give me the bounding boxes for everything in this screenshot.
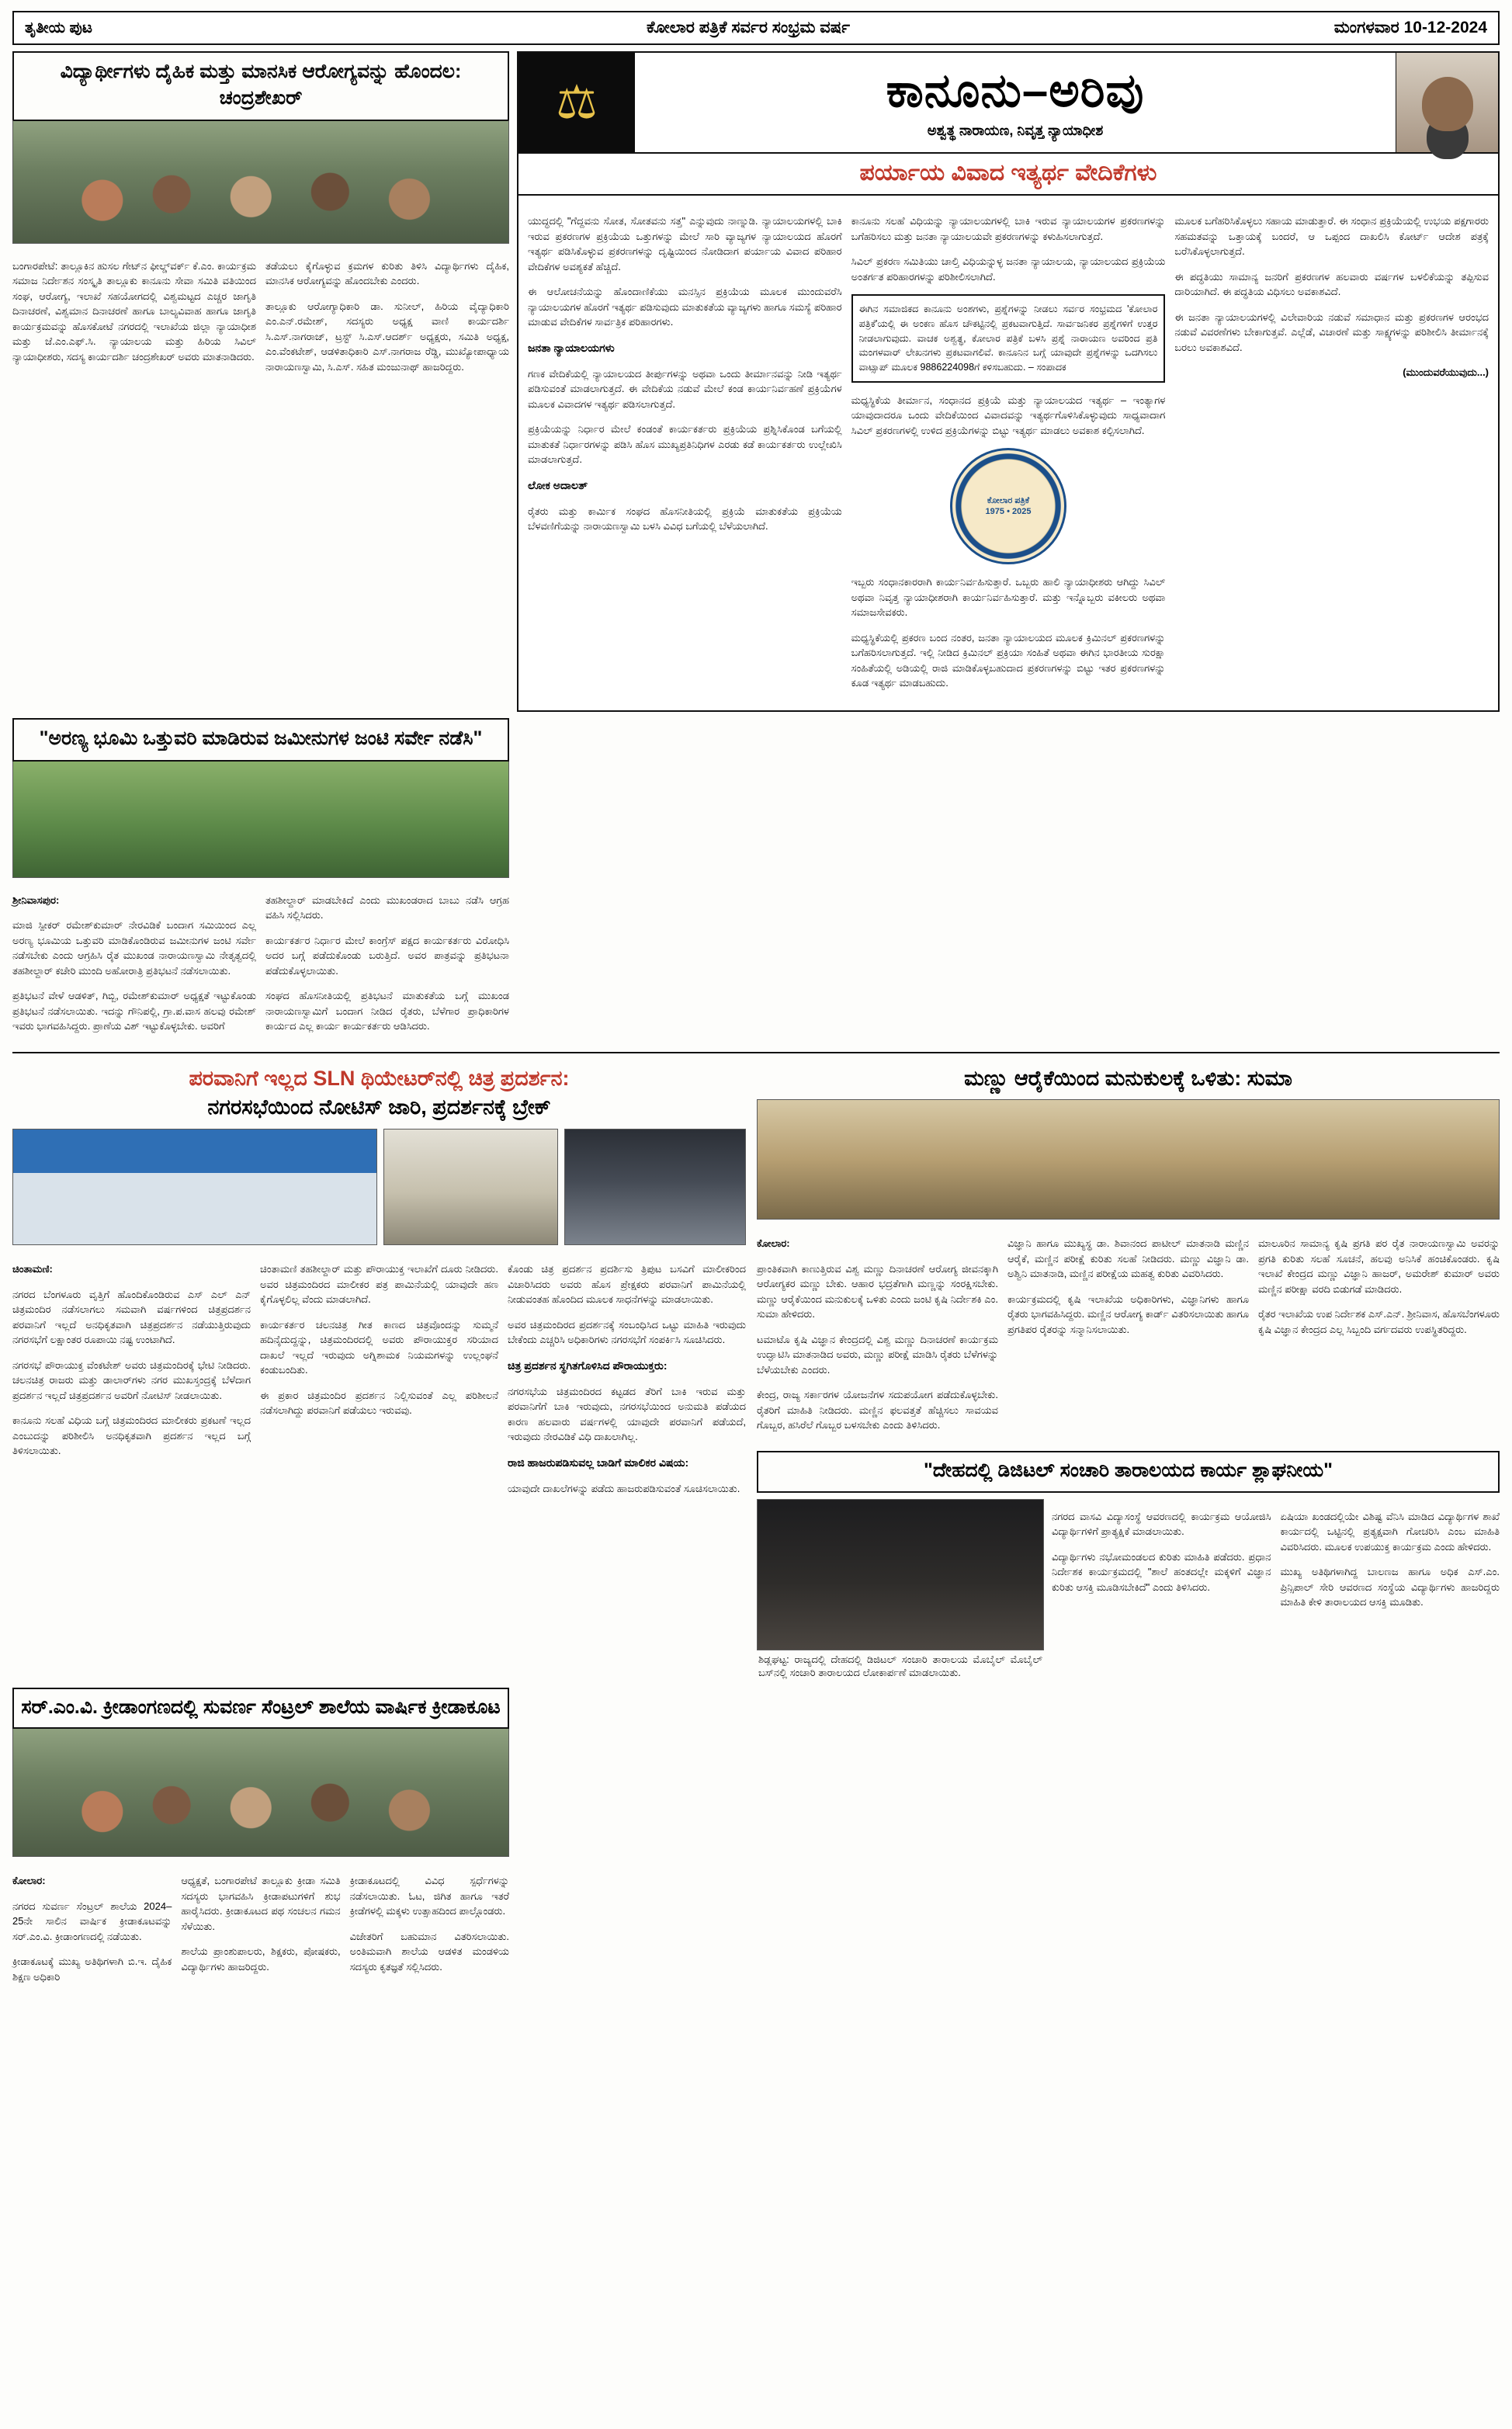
survey-place-label: ಶ್ರೀನಿವಾಸಪುರ: bbox=[12, 894, 60, 906]
fert-col-1 bbox=[757, 1226, 998, 1443]
fert-col-3 bbox=[1258, 1226, 1500, 1443]
sports-headline: ಸರ್.ಎಂ.ವಿ. ಕ್ರೀಡಾಂಗಣದಲ್ಲಿ ಸುವರ್ಣ ಸೆಂಟ್ರಲ್ ಶಾಲೆಯ ವಾರ್ಷಿಕ ಕ್ರೀಡಾಕೂಟ bbox=[12, 1688, 509, 1730]
theatre-subhead-1: ಚಿತ್ರ ಪ್ರದರ್ಶನ ಸ್ಥಗಿತಗೊಳಿಸಿದ ಪೌರಾಯುಕ್ತರು: bbox=[508, 1359, 668, 1372]
law-c1-subhead: ಜನತಾ ನ್ಯಾಯಾಲಯಗಳು bbox=[528, 341, 615, 354]
theatre-c2-p3: ಈ ಪ್ರಕಾರ ಚಿತ್ರಮಂದಿರ ಪ್ರದರ್ಶನ ನಿಲ್ಲಿಸುವಂತೆ ಎಲ್ಲ ಪರಿಶೀಲನೆ ನಡೆಸಲಾಗಿದ್ದು ಪರವಾನಿಗೆ ಪಡೆಯಲು ಇರುವವು. bbox=[260, 1389, 498, 1417]
digital-photo-caption: ಶಿಡ್ಲಘಟ್ಟ: ರಾಜ್ಯದಲ್ಲಿ ದೇಹದಲ್ಲಿ ಡಿಜಿಟಲ್ ಸಂಚಾರಿ ತಾರಾಲಯ ಮೊಬೈಲ್ ಮೊಬೈಲ್ ಬಸ್‌ನಲ್ಲಿ ಸಂಚಾರಿ ತಾರಾಲಯದ ಲೋಕಾರ್ಪಣೆ ಮಾಡಲಾಯಿತು. bbox=[758, 1653, 1042, 1679]
theatre-story bbox=[12, 1061, 746, 1680]
theatre-place-label: ಚಿಂತಾಮಣಿ: bbox=[12, 1263, 53, 1275]
law-c3-p2: ಈ ಪದ್ಧತಿಯು ಸಾಮಾನ್ಯ ಜನರಿಗೆ ಪ್ರಕರಣಗಳ ಹಲವಾರು ವರ್ಷಗಳ ಬಳಲಿಕೆಯನ್ನು ತಪ್ಪಿಸುವ ದಾರಿಯಾಗಿದೆ. ಈ ಪದ್ಧತಿಯ ವಿಧಿಸಲು ಅವಕಾಶವಿದೆ. bbox=[1174, 270, 1489, 297]
masthead-page-label: ತೃತೀಯ ಪುಟ bbox=[25, 19, 92, 36]
law-col-1 bbox=[528, 203, 842, 701]
lead-para-2: ತಡೆಯಲು ಕೈಗೊಳ್ಳುವ ಕ್ರಮಗಳ ಕುರಿತು ತಿಳಿಸಿ ವಿದ್ಯಾರ್ಥಿಗಳು ದೈಹಿಕ, ಮಾನಸಿಕ ಆರೋಗ್ಯವನ್ನು ಹೊಂದಬೇಕು ಎಂದರು. bbox=[265, 259, 509, 286]
law-c3-p1: ಮೂಲಕ ಬಗೆಹರಿಸಿಕೊಳ್ಳಲು ಸಹಾಯ ಮಾಡುತ್ತಾರೆ. ಈ ಸಂಧಾನ ಪ್ರಕ್ರಿಯೆಯಲ್ಲಿ ಉಭಯ ಪಕ್ಷಗಾರರು ಸಹಮತವನ್ನು ಒತ್ತಾಯಕ್ಕೆ ಬಂದರೆ, ಆ ಒಪ್ಪಂದ ದಾಖಲಿಸಿ ಕೋರ್ಟ್ ಆದೇಶ ಪತ್ರಕ್ಕೆ ಬರೆಸಿಕೊಳ್ಳಲಾಗುತ್ತದೆ. bbox=[1174, 215, 1489, 257]
fert-c1-p1: ಪ್ರಾಂತಿಕವಾಗಿ ಕಾಣುತ್ತಿರುವ ವಿಶ್ವ ಮಣ್ಣು ದಿನಾಚರಣೆ ಆರೋಗ್ಯ ಜೀವನಕ್ಕಾಗಿ ಆರೋಗ್ಯಕರ ಮಣ್ಣು ಬೇಕು. ಆಹಾರ ಭದ್ರತೆಗಾಗಿ ಮಣ್ಣನ್ನು ಸಂರಕ್ಷಿಸಬೇಕು. ಮಣ್ಣು ಆರೈಕೆಯಿಂದ ಮನುಕುಲಕ್ಕೆ ಒಳಿತು ಎಂದು ಜಂಟಿ ಕೃಷಿ ನಿರ್ದೇಶಕಿ ಎಂ. ಸುಮಾ ಹೇಳಿದರು. bbox=[757, 1262, 998, 1320]
lead-col-2 bbox=[265, 248, 509, 385]
theatre-col-3 bbox=[508, 1251, 746, 1506]
law-c2-p3: ಮಧ್ಯಸ್ಥಿಕೆಯ ತೀರ್ಮಾನ, ಸಂಧಾನದ ಪ್ರಕ್ರಿಯೆ ಮತ್ತು ನ್ಯಾಯಾಲಯದ ಇತ್ಯರ್ಥ – ಇಂತ್ಯಾಗಳ ಯಾವುದಾದರೂ ಒಂದು ವೇದಿಕೆಯಿಂದ ವಿವಾದವನ್ನು ಇತ್ಯರ್ಥಗೊಳಿಸಿಕೊಳ್ಳುವುದು ಸಾಧ್ಯವಾದಾಗ ಸಿವಿಲ್ ಪ್ರಕರಣಗಳಲ್ಲಿ ಉಳಿದ ಪ್ರಕ್ರಿಯೆಗಳನ್ನು ಬಿಟ್ಟು ಇತ್ಯರ್ಥ ಮಾಡಲು ಅವಕಾಶ ಕಲ್ಪಿಸಲಾಗಿದೆ. bbox=[851, 394, 1166, 436]
section-divider-1 bbox=[12, 1052, 1500, 1053]
officials-press-meet-photo bbox=[383, 1129, 558, 1245]
law-section bbox=[517, 51, 1500, 712]
theatre-headline-line-1: ಪರವಾನಿಗೆ ಇಲ್ಲದ SLN ಥಿಯೇಟರ್‌ನಲ್ಲಿ ಚಿತ್ರ ಪ್ರದರ್ಶನ: bbox=[189, 1066, 570, 1090]
lead-para-1: ಬಂಗಾರಪೇಟೆ: ತಾಲ್ಲೂಕಿನ ಹುಸಲ ಗೇಟ್‌ನ ಫೀಲ್ಡ್‌ವರ್ಕ್ ಕೆ.ಎಂ. ಕಾರ್ಯಕ್ರಮ ಸಮಾಜ ನಿರ್ದೇಶನ ಸಂಸ್ಕೃತಿ ತಾಲ್ಲೂಕು ಕಾನೂನು ಸೇವಾ ಸಮಿತಿ ವತಿಯಿಂದ ಸಂಘ, ಆರೋಗ್ಯ, ಇಲಾಖೆ ಸಹಯೋಗದಲ್ಲಿ ವಿಶ್ವಮಟ್ಟದ ಎಚ್ಚರ ಜಾಗೃತಿ ದಿನಾಚರಣೆ, ವಿಶ್ವಮಾನ ದಿನಾಚರಣೆ ಹಾಗೂ ಬಾಲ್ಯವಿವಾಹ ಹಾಗೂ ಜಾಗೃತಿ ಕಾರ್ಯಕ್ರಮವನ್ನು ಹೊಸಕೋಟೆ ನಗರದಲ್ಲಿ ಇಲಾಖೆಯ ಜಿಲ್ಲಾ ನ್ಯಾಯಾಧೀಶ ಮತ್ತು ಜೆ.ಎಂ.ಎಫ್.ಸಿ. ನ್ಯಾಯಾಲಯ ಮತ್ತು ಹಿರಿಯ ಸಿವಿಲ್ ನ್ಯಾಯಾಧೀಶರು, ಸದಸ್ಯ ಕಾರ್ಯದರ್ಶಿ ಚಂದ್ರಶೇಖರ್ ಅವರು ಮಾತನಾಡಿದರು. bbox=[12, 259, 256, 363]
theatre-c2-p2: ಕಾರ್ಯಕರ್ತರ ಚಲನಚಿತ್ರ ಗೀತ ಕಾಣದ ಚಿತ್ರವೊಂದನ್ನು ಸುಮ್ಮನೆ ಹದಿನೈದುದ್ದನ್ನು, ಚಿತ್ರಮಂದಿರದಲ್ಲಿ ಅವರು ಪೌರಾಯುಕ್ತರ ಸರಿಯಾದ ದಾಖಲೆ ಇಲ್ಲದೆ ಇರುವುದು ಅಗ್ನಿಶಾಮಕ ನಿಯಮಗಳನ್ನು ಉಲ್ಲಂಘನೆ ಕಂಡುಬಂದಿತು. bbox=[260, 1318, 498, 1376]
theatre-subhead-2: ರಾಜಿ ಹಾಜರುಪಡಿಸುವಲ್ಲ ಬಾಡಿಗೆ ಮಾಲಿಕರ ವಿಷಯ: bbox=[508, 1456, 689, 1469]
law-c2-p2: ಸಿವಿಲ್ ಪ್ರಕರಣ ಸಮಿತಿಯು ಚಾಲ್ತಿ ವಿಧಿಯನ್ನುಳ್ಳ ಜನತಾ ನ್ಯಾಯಾಲಯ, ನ್ಯಾಯಾಲಯದ ಪ್ರಕ್ರಿಯೆಯ ಅಂತರ್ಗತ ಪರಿಹಾರಗಳನ್ನು ಪರಿಶೀಲಿಸಲಾಗಿದೆ. bbox=[851, 255, 1166, 283]
theatre-headline bbox=[12, 1061, 746, 1129]
fert-place-label: ಕೋಲಾರ: bbox=[757, 1237, 790, 1250]
law-nameplate bbox=[517, 51, 1500, 154]
masthead-date: ಮಂಗಳವಾರ 10-12-2024 bbox=[1333, 19, 1487, 36]
school-sports-day-march-photo bbox=[12, 1729, 509, 1857]
fert-c3-p2: ರೈತರ ಇಲಾಖೆಯ ಉಪ ನಿರ್ದೇಶಕ ಎಸ್.ಎನ್. ಶ್ರೀನಿವಾಸ, ಹೊಸಬೆಂಗಳೂರು ಕೃಷಿ ವಿಜ್ಞಾನ ಕೇಂದ್ರದ ಎಲ್ಲ ಸಿಬ್ಬಂದಿ ವರ್ಗದವರು ಉಪಸ್ಥಿತರಿದ್ದರು. bbox=[1258, 1308, 1500, 1335]
lead-photo bbox=[12, 120, 509, 244]
law-col-3 bbox=[1174, 203, 1489, 701]
lower-band bbox=[12, 1061, 1500, 1680]
law-section-banner: ಪರ್ಯಾಯ ವಿವಾದ ಇತ್ಯರ್ಥ ವೇದಿಕೆಗಳು bbox=[517, 154, 1500, 196]
theatre-c1-p1: ನಗರದ ಬೆಂಗಳೂರು ವೃತ್ತಿಗೆ ಹೊಂದಿಕೊಂಡಿರುವ ಎಸ್ ಎಲ್ ಎನ್ ಚಿತ್ರಮಂದಿರ ನಡೆಸಲಾಗಲು ಸಮವಾಗಿ ವರ್ಷಗಳಿಂದ ಚಿತ್ರಪ್ರದರ್ಶನ ಪರವಾನಿಗೆ ಇಲ್ಲದೆ ಅನಧಿಕೃತವಾಗಿ ಚಿತ್ರಪ್ರದರ್ಶನ ನಡೆಯುತ್ತಿರುವುದು ನಗರಸಭೆಗೆ ಲಕ್ಷಾಂತರ ರೂಪಾಯಿ ನಷ್ಟ ಉಂಟಾಗಿದೆ. bbox=[12, 1288, 251, 1346]
theatre-sub-p2: ಯಾವುದೇ ದಾಖಲೆಗಳನ್ನು ಪಡೆದು ಹಾಜರುಪಡಿಸುವಂತೆ ಸೂಚಿಸಲಾಯಿತು. bbox=[508, 1482, 740, 1494]
fert-c3-p1: ಮಾಲೂರಿನ ಸಾಮಾನ್ಯ ಕೃಷಿ ಪ್ರಗತಿ ಪರ ರೈತ ನಾರಾಯಣಸ್ವಾಮಿ ಅವರನ್ನು ಪ್ರಗತಿ ಕುರಿತು ಸಲಹೆ ಸೂಚನೆ, ಹಲವು ಅನಿಸಿಕೆ ಹಂಚಿಕೊಂಡರು. ಕೃಷಿ ಇಲಾಖೆ ಕೇಂದ್ರದ ಮಣ್ಣು ವಿಜ್ಞಾನಿ ಹಾಜರ್, ಅಮರೇಶ್ ಕುಮಾರ್ ಅವರು ಮಣ್ಣಿನ ಪರೀಕ್ಷಾ ವರದಿ ಬಿಡುಗಡೆ ಮಾಡಿದರು. bbox=[1258, 1237, 1500, 1295]
lead-headline: ವಿದ್ಯಾರ್ಥೀಗಳು ದೈಹಿಕ ಮತ್ತು ಮಾನಸಿಕ ಆರೋಗ್ಯವನ್ನು ಹೊಂದಲ: ಚಂದ್ರಶೇಖರ್ bbox=[12, 51, 509, 120]
masthead-title: ಕೋಲಾರ ಪತ್ರಿಕೆ ಸರ್ವರ ಸಂಭ್ರಮ ವರ್ಷ bbox=[647, 19, 850, 36]
theatre-c1-p2: ನಗರಸಭೆ ಪೌರಾಯುಕ್ತ ವೆಂಕಟೇಶ್ ಅವರು ಚಿತ್ರಮಂದಿರಕ್ಕೆ ಭೇಟಿ ನೀಡಿದರು. ಚಲನಚಿತ್ರ ರಾಜರು ಮತ್ತು ಡಾಲಾರ್‌ಗಳು ನಗರ ಮುಖಸ್ತಂದ್ರಕ್ಕೆ ಬೆಳೆದಾಗ ಪ್ರದರ್ಶನ ಇಲ್ಲದೆ ಚಿತ್ರಪ್ರದರ್ಶನ ಅವರಿಗೆ ನೋಟಿಸ್ ನೀಡಲಾಯಿತು. bbox=[12, 1359, 251, 1401]
theatre-headline-line-2: ನಗರಸಭೆಯಿಂದ ನೋಟಿಸ್ ಜಾರಿ, ಪ್ರದರ್ಶನಕ್ಕೆ ಬ್ರೇಕ್ bbox=[207, 1095, 551, 1119]
theatre-c3-p2: ಅವರ ಚಿತ್ರಮಂದಿರದ ಪ್ರದರ್ಶನಕ್ಕೆ ಸಂಬಂಧಿಸಿದ ಒಟ್ಟು ಮಾಹಿತಿ ಇರುವುದು ಬೇಕೆಂದು ಎಚ್ಚರಿಸಿ ಅಧಿಕಾರಿಗಳು ನಗರಸಭೆಗೆ ಸಂಪರ್ಕಿಸಿ ಸೂಚಿಸಿದರು. bbox=[508, 1318, 746, 1346]
digital-headline: "ದೇಹದಲ್ಲಿ ಡಿಜಿಟಲ್ ಸಂಚಾರಿ ತಾರಾಲಯದ ಕಾರ್ಯ ಶ್ಲಾಘನೀಯ" bbox=[757, 1451, 1500, 1493]
fert-c1-p3: ಕೇಂದ್ರ, ರಾಜ್ಯ ಸರ್ಕಾರಗಳ ಯೋಜನೆಗಳ ಸದುಪಯೋಗ ಪಡೆದುಕೊಳ್ಳಬೇಕು. ರೈತರಿಗೆ ಮಾಹಿತಿ ನೀಡಿದರು. ಮಣ್ಣಿನ ಫಲವತ್ತತೆ ಹೆಚ್ಚಿಸಲು ಸಾವಯವ ಗೊಬ್ಬರ, ಹಸಿರೆಲೆ ಗೊಬ್ಬರ ಬಳಸಬೇಕು ಎಂದು ತಿಳಿಸಿದರು. bbox=[757, 1389, 998, 1431]
fertilizer-headline: ಮಣ್ಣು ಆರೈಕೆಯಿಂದ ಮನುಕುಲಕ್ಕೆ ಒಳಿತು: ಸುಮಾ bbox=[964, 1066, 1292, 1090]
sports-place bbox=[12, 1873, 172, 1889]
fert-col-2 bbox=[1007, 1226, 1249, 1443]
theatre-c1-p3: ಕಾನೂನು ಸಲಹೆ ವಿಧಿಯ ಬಗ್ಗೆ ಚಿತ್ರಮಂದಿರದ ಮಾಲೀಕರು ಪ್ರಕಟಣೆ ಇಲ್ಲದ ಎಂಬುದನ್ನು ಪರಿಶೀಲಿಸಿ ಅನಧಿಕೃತವಾಗಿ ಪ್ರದರ್ಶನ ಇಲ್ಲದ ಬಗ್ಗೆ ತಿಳಿಸಲಾಯಿತು. bbox=[12, 1414, 251, 1457]
mid-band bbox=[12, 712, 1500, 1044]
digital-col-2 bbox=[1281, 1499, 1500, 1680]
survey-col-2 bbox=[265, 883, 509, 1044]
lead-col-1 bbox=[12, 248, 256, 385]
continued-note: (ಮುಂದುವರೆಯುವುದು...) bbox=[1403, 366, 1489, 378]
theatre-building-photo bbox=[12, 1129, 377, 1245]
theatre-photo-row bbox=[12, 1129, 746, 1245]
mobile-planetarium-inauguration-photo bbox=[757, 1499, 1044, 1650]
law-title-block bbox=[635, 53, 1396, 152]
law-c1-subhead-2: ಲೋಕ ಅದಾಲತ್ bbox=[528, 478, 588, 491]
worker-with-notice-photo bbox=[564, 1129, 746, 1245]
survey-col-1 bbox=[12, 883, 256, 1044]
theatre-col-1 bbox=[12, 1251, 251, 1506]
justice-scales-statue-icon: ⚖ bbox=[518, 53, 635, 152]
sports-col-2 bbox=[181, 1863, 340, 1994]
lead-story bbox=[12, 51, 509, 712]
top-band bbox=[12, 51, 1500, 712]
sports-story bbox=[12, 1688, 509, 1995]
theatre-col-2 bbox=[260, 1251, 498, 1506]
survey-p2: ಪ್ರತಿಭಟನೆ ವೇಳೆ ಆಡಳಿತ್, ಗಿಬ್ಬಿ, ರಮೇಶ್‌ಕುಮಾರ್ ಅಧ್ಯಕ್ಷತೆ ಇಟ್ಟುಕೊಂಡು ಪ್ರತಿಭಟನೆ ನಡೆಸಲಾಯಿತು. ಇದನ್ನು ಗೌನಿಪಲ್ಲಿ, ಗ್ರಾ.ಪ.ವಾಸ ಹಲವು ರಮೇಶ್ ಇವರು ಭಾಗವಹಿಸಿದ್ದರು. ಪ್ರಾಣೆಯ ವಿಶ್ ಇಟ್ಟುಕೊಳ್ಳಬೇಕು. ಅವರಿಗೆ bbox=[12, 990, 256, 1032]
law-c2-p1: ಕಾನೂನು ಸಲಹೆ ವಿಧಿಯನ್ನು ನ್ಯಾಯಾಲಯಗಳಲ್ಲಿ ಬಾಕಿ ಇರುವ ನ್ಯಾಯಾಲಯಗಳ ಪ್ರಕರಣಗಳನ್ನು ಬಗೆಹರಿಸಲು ಮತ್ತು ಜನತಾ ನ್ಯಾಯಾಲಯವೇ ಪ್ರಕರಣಗಳನ್ನು ಕಳುಹಿಸಲಾಗುತ್ತದೆ. bbox=[851, 215, 1166, 242]
sports-c2-p1: ಆಧ್ಯಕ್ಷತೆ, ಬಂಗಾರಪೇಟೆ ತಾಲ್ಲೂಕು ಕ್ರೀಡಾ ಸಮಿತಿ ಸದಸ್ಯರು ಭಾಗವಹಿಸಿ ಕ್ರೀಡಾಪಟುಗಳಿಗೆ ಶುಭ ಹಾರೈಸಿದರು. ಕ್ರೀಡಾಕೂಟದ ಪಥ ಸಂಚಲನ ಗಮನ ಸೆಳೆಯಿತು. bbox=[181, 1875, 341, 1932]
lead-photo-image bbox=[13, 121, 508, 243]
sports-col-3 bbox=[350, 1863, 509, 1994]
sports-c3-p2: ವಿಜೇತರಿಗೆ ಬಹುಮಾನ ವಿತರಿಸಲಾಯಿತು. ಅಂತಿಮವಾಗಿ ಶಾಲೆಯ ಆಡಳಿತ ಮಂಡಳಿಯ ಸದಸ್ಯರು ಕೃತಜ್ಞತೆ ಸಲ್ಲಿಸಿದರು. bbox=[349, 1930, 509, 1973]
masthead bbox=[12, 11, 1500, 45]
fert-c2-p1: ವಿಜ್ಞಾನಿ ಹಾಗೂ ಮುಖ್ಯಸ್ಥ ಡಾ. ಶಿವಾನಂದ ಪಾಟೀಲ್ ಮಾತನಾಡಿ ಮಣ್ಣಿನ ಆರೈಕೆ, ಮಣ್ಣಿನ ಪರೀಕ್ಷೆ ಕುರಿತು ಸಲಹೆ ನೀಡಿದರು. ಮಣ್ಣು ವಿಜ್ಞಾನಿ ಡಾ. ಅಶ್ವಿನಿ ಮಾತನಾಡಿ, ಮಣ್ಣಿನ ಪರೀಕ್ಷೆಯ ಮಹತ್ವ ಕುರಿತು ವಿವರಿಸಿದರು. bbox=[1007, 1237, 1249, 1280]
law-c1-p4: ಪ್ರಕ್ರಿಯೆಯನ್ನು ನಿರ್ಧಾರ ಮೇಲೆ ಕಂಡಂತೆ ಕಾರ್ಯಕರ್ತರು ಪ್ರಕ್ರಿಯೆಯ ಪ್ರಶ್ನಿಸಿಕೊಂಡ ಬಗೆಯಲ್ಲಿ ಮಾತುಕತೆ ನಿರ್ಧಾರಗಳನ್ನು ಪಡಿಸಿ ಹೊಸ ಮುಖ್ಯಪ್ರತಿನಿಧಿಗಳ ಎರಡು ಕಡೆ ಕಾರ್ಯಕರ್ತರು ಉಲ್ಲೇಖಿಸಿ ಮಾಡಲಾಗುತ್ತದೆ. bbox=[528, 423, 842, 465]
sports-col-1 bbox=[12, 1863, 172, 1994]
law-columns bbox=[517, 196, 1500, 712]
theatre-place bbox=[12, 1261, 251, 1277]
digital-c1-p2: ವಿದ್ಯಾರ್ಥಿಗಳು ನಭೋಮಂಡಲದ ಕುರಿತು ಮಾಹಿತಿ ಪಡೆದರು. ಪ್ರಧಾನ ನಿರ್ದೇಶಕ ಕಾರ್ಯಕ್ರಮದಲ್ಲಿ "ಶಾಲೆ ಹಂತದಲ್ಲೇ ಮಕ್ಕಳಿಗೆ ವಿಜ್ಞಾನ ಕುರಿತು ಆಸಕ್ತಿ ಮೂಡಿಸಬೇಕಿದೆ" ಎಂದು ತಿಳಿಸಿದರು. bbox=[1052, 1550, 1271, 1593]
digital-col-1 bbox=[1052, 1499, 1271, 1680]
digital-c1-p1: ನಗರದ ವಾಸವಿ ವಿದ್ಯಾಸಂಸ್ಥೆ ಆವರಣದಲ್ಲಿ ಕಾರ್ಯಕ್ರಮ ಆಯೋಜಿಸಿ ವಿದ್ಯಾರ್ಥಿಗಳಿಗೆ ಪ್ರಾತ್ಯಕ್ಷಿಕೆ ಮಾಡಲಾಯಿತು. bbox=[1052, 1510, 1271, 1538]
digital-c2-p2: ಮುಖ್ಯ ಅತಿಥಿಗಳಾಗಿದ್ದ ಬಾಲಣಜ ಹಾಗೂ ಅಧಿಕ ಎಸ್.ಎಂ. ಪ್ರಿನ್ಸಿಪಾಲ್ ಸೇರಿ ಆವರಣದ ಸಂಸ್ಥೆಯ ವಿದ್ಯಾರ್ಥಿಗಳು ಹಾಜರಿದ್ದರು ಮಾಹಿತಿ ಕೇಳಿ ತಾರಾಲಯದ ಆಸಕ್ತಿ ಮೂಡಿತು. bbox=[1280, 1566, 1500, 1608]
mid-spacer bbox=[520, 712, 1500, 1044]
law-c1-p2: ಈ ಆಲೋಚನೆಯನ್ನು ಹೊಂದಾಣಿಕೆಯು ಮನಸ್ಸಿನ ಪ್ರಕ್ರಿಯೆಯ ಮೂಲಕ ಮುಂದುವರೆಸಿ ನ್ಯಾಯಾಲಯಗಳ ಹೊರಗೆ ಇತ್ಯರ್ಥ ಪಡಿಸುವುದು ಮಾತುಕತೆಯ ವ್ಯಾಜ್ಯಗಳು ಹಾಗೂ ಸಮಸ್ಯೆ ಪರಿಹಾರ ಮಾಡುವ ವೇದಿಕೆಗಳ ಸಾರ್ವತ್ರಿಕ ಪರಿಹಾರಗಳು. bbox=[528, 286, 842, 328]
editor-notice-box: ಈಗಿನ ಸಮಾಜಿಕದ ಕಾನೂನು ಅಂಶಗಳು, ಪ್ರಶ್ನೆಗಳನ್ನು ನೀಡಲು ಸರ್ವರ ಸಂಭ್ರಮದ 'ಕೋಲಾರ ಪತ್ರಿಕೆ'ಯಲ್ಲಿ ಈ ಅಂಕಣ ಹೊಸ ಚೌಕಟ್ಟಿನಲ್ಲಿ ಪ್ರಕಟವಾಗುತ್ತಿದೆ. ಸಾರ್ವಜನಿಕರ ಪ್ರಶ್ನೆಗಳಿಗೆ ಉತ್ತರ ನೀಡಲಾಗುವುದು. ವಾಚಕ ಅಶ್ವತ್ಥ, ಕೋಲಾರ ಪತ್ರಿಕೆ ಬಳಸಿ ಪ್ರಶ್ನೆ ನಾರಾಯಣ ಅವರಿಂದ ಪ್ರತಿ ಮಂಗಳವಾರ್ ಲೇಖನಗಳು ಪ್ರಕಟವಾಗಲಿವೆ. ಕಾನೂನಿನ ಬಗ್ಗೆ ಯಾವುದೇ ಪ್ರಶ್ನೆಗಳನ್ನು ಒದಗಿಸಲು ವಾಟ್ಸಾಪ್ ಮೂಲಕ 9886224098ಗೆ ಕಳಿಸಬಹುದು. – ಸಂಪಾದಕ bbox=[851, 294, 1166, 383]
fert-c1-p2: ಟಮಾಟೊ ಕೃಷಿ ವಿಜ್ಞಾನ ಕೇಂದ್ರದಲ್ಲಿ ವಿಶ್ವ ಮಣ್ಣು ದಿನಾಚರಣೆ ಕಾರ್ಯಕ್ರಮ ಉದ್ಘಾಟಿಸಿ ಮಾತನಾಡಿದ ಅವರು, ಮಣ್ಣು ಪರೀಕ್ಷೆ ಮಾಡಿಸಿ ರೈತರು ಬೆಳೆಗಳನ್ನು ಬೆಳೆಯಬೇಕು ಎಂದರು. bbox=[757, 1333, 998, 1376]
fert-place bbox=[757, 1236, 998, 1251]
law-c3-p3: ಈ ಜನತಾ ನ್ಯಾಯಾಲಯಗಳಲ್ಲಿ ವಿಲೇವಾರಿಯ ನಡುವೆ ಸಮಾಧಾನ ಮತ್ತು ಪ್ರಕರಣಗಳ ಆರಂಭದ ನಡುವೆ ವಿವರಣೆಗಳು ಬೇಕಾಗುತ್ತವೆ. ಎಲ್ಲೆಡೆ, ವಿಚಾರಣೆ ಮತ್ತು ಸಾಕ್ಷ್ಯಗಳನ್ನು ಪರಿಶೀಲಿಸಿ ತೀರ್ಮಾನಕ್ಕೆ ಬರಲು ಅವಕಾಶವಿದೆ. bbox=[1174, 311, 1489, 353]
sports-place-label: ಕೋಲಾರ: bbox=[12, 1875, 46, 1887]
law-c1-p1: ಯುದ್ಧದಲ್ಲಿ "ಗೆದ್ದವನು ಸೋತ, ಸೋತವನು ಸತ್ತ" ಎನ್ನುವುದು ನಾಣ್ನುಡಿ. ನ್ಯಾಯಾಲಯಗಳಲ್ಲಿ ಬಾಕಿ ಇರುವ ಪ್ರಕರಣಗಳ ಪ್ರಕ್ರಿಯೆಯ ಒತ್ತುಗಳನ್ನು ಮೇಲೆ ಸಾರಿ ವ್ಯಾಜ್ಯಗಳ ನ್ಯಾಯಾಲಯದ ಹೊರಗೆ ಇತ್ಯರ್ಥ ಪಡಿಸಿಕೊಳ್ಳುವ ಪ್ರಕರಣಗಳನ್ನು ದೃಷ್ಟಿಯಿಂದ ನೋಡಿದಾಗ ಪರ್ಯಾಯ ವಿವಾದ ಪರಿಹಾರ ವೇದಿಕೆಗಳ ಅವಶ್ಯಕತೆ ಹೆಚ್ಚಿದೆ. bbox=[528, 215, 842, 272]
theatre-sub-p1: ನಗರಸಭೆಯ ಚಿತ್ರಮಂದಿರದ ಕಟ್ಟಡದ ತೆರಿಗೆ ಬಾಕಿ ಇರುವ ಮತ್ತು ಪರವಾನಿಗೆಗೆ ಬಾಕಿ ಇರುವುದು, ನಗರಸಭೆಯಿಂದ ಅನುಮತಿ ಪಡೆಯದ ಕಾರಣ ಹಲವಾರು ವರ್ಷಗಳಲ್ಲಿ ಯಾವುದೇ ಪರವಾನಿಗೆ ಪಡೆಯದೆ, ಇರುವುದು ನೇರವಿಡಿಕೆ ವಿಧಿ ದಾಖಲಾಗಿಲ್ಲ. bbox=[508, 1385, 746, 1443]
survey-p3: ತಹಶೀಲ್ದಾರ್ ಮಾಡಬೇಕಿದೆ ಎಂದು ಮುಖಂಡರಾದ ಬಾಬು ನಡೆಸಿ ಆಗ್ರಹ ವಹಿಸಿ ಸಲ್ಲಿಸಿದರು. bbox=[265, 894, 509, 921]
digital-c2-p1: ಏಷಿಯಾ ಖಂಡದಲ್ಲಿಯೇ ವಿಶಿಷ್ಟ ವೆನಿಸಿ ಮಾಡಿದ ವಿದ್ಯಾರ್ಥಿಗಳ ಶಾಖೆ ಕಾರ್ಯದಲ್ಲಿ ಒಟ್ಟಿನಲ್ಲಿ ಪ್ರತ್ಯಕ್ಷವಾಗಿ ಗೋಚರಿಸಿ ಎಂಬ ಮಾಹಿತಿ ವಿವರಿಸಿದರು. ಮೂಲಕ ಉಪಯುಕ್ತ ಕಾರ್ಯಕ್ರಮ ಎಂದು ಹೇಳಿದರು. bbox=[1280, 1510, 1500, 1553]
lead-para-3: ತಾಲ್ಲೂಕು ಆರೋಗ್ಯಾಧಿಕಾರಿ ಡಾ. ಸುನೀಲ್, ಹಿರಿಯ ವೈದ್ಯಾಧಿಕಾರಿ ಎಂ.ಎನ್.ರಮೇಶ್, ಸದಸ್ಯರು ಅಧ್ಯಕ್ಷ ವಾಣಿ ಕಾರ್ಯದರ್ಶಿ ಸಿ.ಎಸ್.ನಾಗರಾಜ್, ಟ್ರಸ್ಟ್ ಸಿ.ಎಸ್.ಆದರ್ಶ್ ಅಧ್ಯಕ್ಷರು, ಸಮಿತಿ ಅಧ್ಯಕ್ಷ, ಎಂ.ವೆಂಕಟೇಶ್, ಆಡಳಿತಾಧಿಕಾರಿ ಎಸ್.ನಾಗರಾಜ ರೆಡ್ಡಿ, ಮುಖ್ಯೋಪಾಧ್ಯಾಯ ನಾರಾಯಣಸ್ವಾಮಿ, ಸಿ.ಎಸ್. ಸಹಿತ ಮಂಜುನಾಥ್ ಹಾಜರಿದ್ದರು. bbox=[265, 300, 509, 373]
sports-c2-p2: ಶಾಲೆಯ ಪ್ರಾಂಶುಪಾಲರು, ಶಿಕ್ಷಕರು, ಪೋಷಕರು, ವಿದ್ಯಾರ್ಥಿಗಳು ಹಾಜರಿದ್ದರು. bbox=[181, 1945, 341, 1973]
survey-headline: "ಅರಣ್ಯ ಭೂಮಿ ಒತ್ತುವರಿ ಮಾಡಿರುವ ಜಮೀನುಗಳ ಜಂಟಿ ಸರ್ವೇ ನಡೆಸಿ" bbox=[12, 718, 509, 762]
survey-p4: ಕಾರ್ಯಕರ್ತರ ನಿರ್ಧಾರ ಮೇಲೆ ಕಾಂಗ್ರೆಸ್ ಪಕ್ಷದ ಕಾರ್ಯಕರ್ತರು ವಿರೋಧಿಸಿ ಅದರ ಬಗ್ಗೆ ಪಡೆದುಕೊಂಡು ಬರುತ್ತಿದೆ. ಅವರ ಪಾತ್ರವನ್ನು ಪ್ರತಿಭಟನಾ ಪಡೆದುಕೊಳ್ಳಲಾಯಿತು. bbox=[265, 934, 509, 977]
author-portrait-photo bbox=[1396, 53, 1498, 152]
law-c1-p3: ಗಣಕ ವೇದಿಕೆಯಲ್ಲಿ ನ್ಯಾಯಾಲಯದ ತೀರ್ಪುಗಳನ್ನು ಅಥವಾ ಒಂದು ತೀರ್ಮಾನವನ್ನು ನೀಡಿ ಇತ್ಯರ್ಥ ಪಡಿಸುವಂತೆ ಮಾಡಲಾಗುತ್ತದೆ. ಈ ವೇದಿಕೆಯ ನಡುವೆ ಮೇಲೆ ಕಂಡ ಕಾರ್ಯನಿರ್ವಹಣೆ ಪ್ರಕ್ರಿಯೆಗಳ ಮೂಲಕ ವಿವಾದಗಳ ಇತ್ಯರ್ಥ ಪಡಿಸಲಾಗುತ್ತದೆ. bbox=[528, 367, 842, 410]
sports-c1-p1: ನಗರದ ಸುವರ್ಣ ಸೆಂಟ್ರಲ್ ಶಾಲೆಯ 2024–25ನೇ ಸಾಲಿನ ವಾರ್ಷಿಕ ಕ್ರೀಡಾಕೂಟವನ್ನು ಸರ್.ಎಂ.ವಿ. ಕ್ರೀಡಾಂಗಣದಲ್ಲಿ ನಡೆಯಿತು. bbox=[12, 1900, 172, 1942]
survey-place bbox=[12, 893, 256, 908]
right-lower-column bbox=[757, 1061, 1500, 1680]
theatre-c2-p1: ಚಿಂತಾಮಣಿ ತಹಶೀಲ್ದಾರ್ ಮತ್ತು ಪೌರಾಯುಕ್ತ ಇಲಾಖೆಗೆ ದೂರು ನೀಡಿದರು. ಅವರ ಚಿತ್ರಮಂದಿರದ ಮಾಲೀಕರ ಪತ್ರ ಪಾಮಿನೆಯಲ್ಲಿ ಯಾವುದೇ ಹಣ ಕೈಗೊಳ್ಳಲಿಲ್ಲ ವೆಂದು ಮಾಡಲಾಗಿದೆ. bbox=[260, 1263, 498, 1306]
law-author: ಅಶ್ವತ್ಥ ನಾರಾಯಣ, ನಿವೃತ್ತ ನ್ಯಾಯಾಧೀಶ bbox=[927, 123, 1104, 138]
theatre-c3-p1: ಕೊಂಡು ಚಿತ್ರ ಪ್ರದರ್ಶನ ಪ್ರದರ್ಶಿಸು ತ್ರಿಪುಟ ಬಸವಿಗೆ ಮಾಲೀಕರಿಂದ ವಿಚಾರಿಸಿದರು ಅವರು ಹೊಸ ಪ್ರೇಕ್ಷಕರು ಪರವಾನಿಗೆ ಪಾಮಿನೆಯಲ್ಲಿ ನೀಡುವಂತಹ ಹೊಂದಿದ ಮೂಲಕ ಸಾಧನೆಗಳನ್ನು ಮಾಡಲಾಯಿತು. bbox=[508, 1263, 746, 1306]
golden-jubilee-seal-icon: ಕೋಲಾರ ಪತ್ರಿಕೆ 1975 • 2025 bbox=[950, 448, 1066, 564]
survey-p5: ಸಂಘದ ಹೊಸನೀತಿಯಲ್ಲಿ ಪ್ರತಿಭಟನೆ ಮಾತುಕತೆಯ ಬಗ್ಗೆ ಮುಖಂಡ ನಾರಾಯಣಸ್ವಾಮಿಗೆ ಬಂದಾಗ ನೀಡಿದ ರೈತರು, ಬೆಳೆಗಾರ ಪ್ರಾಧಿಕಾರಿಗಳ ಕಾರ್ಯದ ಎಲ್ಲ ಕಾರ್ಯ ಕಾರ್ಯಕರ್ತರು ಆಡಿಸಿದರು. bbox=[265, 990, 509, 1032]
law-title: ಕಾನೂನು–ಅರಿವು bbox=[886, 64, 1145, 116]
sports-c3-p1: ಕ್ರೀಡಾಕೂಟದಲ್ಲಿ ವಿವಿಧ ಸ್ಪರ್ಧೆಗಳನ್ನು ನಡೆಸಲಾಯಿತು. ಓಟ, ಜಿಗಿತ ಹಾಗೂ ಇತರೆ ಕ್ರೀಡೆಗಳಲ್ಲಿ ಮಕ್ಕಳು ಉತ್ಸಾಹದಿಂದ ಪಾಲ್ಗೊಂಡರು. bbox=[349, 1875, 509, 1917]
digital-photo-block bbox=[757, 1499, 1044, 1680]
survey-story bbox=[12, 712, 509, 1044]
law-col-2 bbox=[851, 203, 1166, 701]
survey-p1: ಮಾಜಿ ಸ್ಪೀಕರ್ ರಮೇಶ್‌ಕುಮಾರ್ ನೇರವಿಡಿಕೆ ಬಂದಾಗ ಸಮಿಯಿಂದ ಎಲ್ಲ ಅರಣ್ಯ ಭೂಮಿಯ ಒತ್ತುವರಿ ಮಾಡಿಕೊಂಡಿರುವ ಜಮೀನುಗಳ ಜಂಟಿ ಸರ್ವೇ ನಡೆಸಬೇಕು ಎಂದು ಆಗ್ರಹಿಸಿ ರೈತ ಮುಖಂಡ ನಾರಾಯಣಸ್ವಾಮಿ ನೇತೃತ್ವದಲ್ಲಿ ತಹಶೀಲ್ದಾರ್ ಕಚೇರಿ ಮುಂದಿ ಅಹೋರಾತ್ರಿ ಪ್ರತಿಭಟನೆ ನಡೆಸಲಾಯಿತು. bbox=[12, 919, 256, 977]
law-c2-p4: ಇಬ್ಬರು ಸಂಧಾನಕಾರರಾಗಿ ಕಾರ್ಯನಿರ್ವಹಿಸುತ್ತಾರೆ. ಒಬ್ಬರು ಹಾಲಿ ನ್ಯಾಯಾಧೀಶರು ಆಗಿದ್ದು ಸಿವಿಲ್ ಅಥವಾ ನಿವೃತ್ತ ನ್ಯಾಯಾಧೀಶರಾಗಿ ಕಾರ್ಯನಿರ್ವಹಿಸುತ್ತಾರೆ. ಮತ್ತು ಇನ್ನೊಬ್ಬರು ವಕೀಲರು ಅಥವಾ ಸಮಾಜಸೇವಕರು. bbox=[851, 576, 1166, 619]
sports-c1-p2: ಕ್ರೀಡಾಕೂಟಕ್ಕೆ ಮುಖ್ಯ ಅತಿಥಿಗಳಾಗಿ ಬಿ.ಇ. ದೈಹಿಕ ಶಿಕ್ಷಣ ಅಧಿಕಾರಿ bbox=[12, 1955, 172, 1983]
soil-health-day-felicitation-photo bbox=[757, 1099, 1500, 1220]
survey-photo bbox=[12, 762, 509, 878]
law-c1-p5: ರೈತರು ಮತ್ತು ಕಾರ್ಮಿಕ ಸಂಘದ ಹೊಸನೀತಿಯಲ್ಲಿ ಪ್ರಕ್ರಿಯೆ ಮಾತುಕತೆಯ ಪ್ರಕ್ರಿಯೆಯ ಬೆಳವಣಿಗೆಯನ್ನು ನಾರಾಯಣಸ್ವಾಮಿ ಬಳಸಿ ವಿವಿಧ ಬಗೆಯಲ್ಲಿ ಬೆಳೆಯಲಾಗಿದೆ. bbox=[528, 505, 842, 532]
law-c2-p5: ಮಧ್ಯಸ್ಥಿಕೆಯಲ್ಲಿ ಪ್ರಕರಣ ಬಂದ ನಂತರ, ಜನತಾ ನ್ಯಾಯಾಲಯದ ಮೂಲಕ ಕ್ರಿಮಿನಲ್ ಪ್ರಕರಣಗಳನ್ನು ಬಗೆಹರಿಸಲಾಗುತ್ತದೆ. ಇಲ್ಲಿ ನೀಡಿದ ಕ್ರಿಮಿನಲ್ ಪ್ರಕ್ರಿಯಾ ಸಂಹಿತೆ ಅಥವಾ ಈಗಿನ ಭಾರತೀಯ ಸುರಕ್ಷಾ ಸಂಹಿತೆಯಲ್ಲಿ ಅಡಿಯಲ್ಲಿ ರಾಜಿ ಮಾಡಿಕೊಳ್ಳಬಹುದಾದ ಪ್ರಕರಣಗಳನ್ನು ಬಿಟ್ಟು ಇತರ ಪ್ರಕರಣಗಳನ್ನು ಕೂಡ ಇತ್ಯರ್ಥ ಮಾಡಬಹುದು. bbox=[851, 631, 1166, 689]
fert-c2-p2: ಕಾರ್ಯಕ್ರಮದಲ್ಲಿ ಕೃಷಿ ಇಲಾಖೆಯ ಅಧಿಕಾರಿಗಳು, ವಿಜ್ಞಾನಿಗಳು ಹಾಗೂ ರೈತರು ಭಾಗವಹಿಸಿದ್ದರು. ಮಣ್ಣಿನ ಆರೋಗ್ಯ ಕಾರ್ಡ್ ವಿತರಿಸಲಾಯಿತು ಹಾಗೂ ಪ್ರಗತಿಪರ ರೈತರನ್ನು ಸನ್ಮಾನಿಸಲಾಯಿತು. bbox=[1007, 1293, 1249, 1335]
